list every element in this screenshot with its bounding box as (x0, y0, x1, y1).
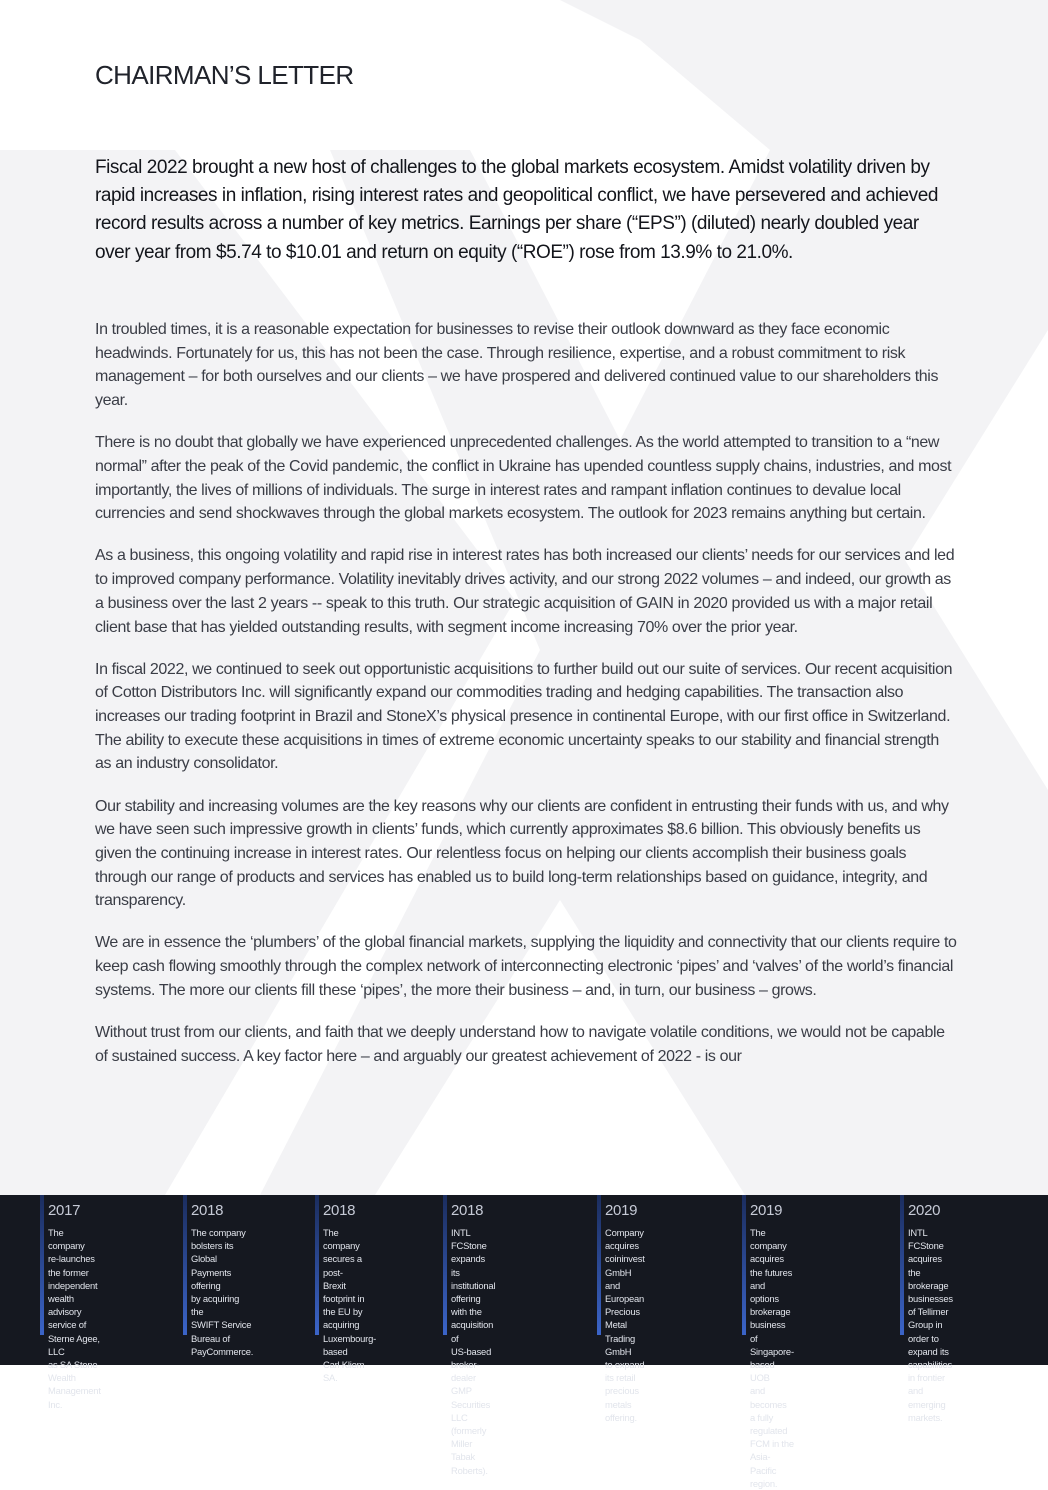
page-title: CHAIRMAN’S LETTER (95, 60, 354, 90)
body-paragraph: Our stability and increasing volumes are the key reasons why our clients are confident in entrusting their funds with us, and why we have seen such impressive growth in clients’ funds, which currently approximates $8.6 billion. This obviously benefits us given the continuing increase in interest rates. Our relentless focus on helping our clients accomplish their business goals through our range of products and services has enabled us to build long-term relationships based on guidance, integrity, and transparency. (95, 797, 949, 910)
timeline-year: 2019 (750, 1202, 783, 1219)
timeline-year: 2018 (323, 1202, 356, 1219)
body-paragraph: There is no doubt that globally we have experienced unprecedented challenges. As the world attempted to transition to a “new normal” after the peak of the Covid pandemic, the conflict in Ukraine has upended countless supply chains, industries, and most importantly, the lives of millions of individuals. The surge in interest rates and rampant inflation continues to devalue local currencies and send shockwaves through the global markets ecosystem. The outlook for 2023 remains anything but certain. (95, 434, 952, 523)
timeline-marker (443, 1195, 447, 1335)
body-paragraph: Without trust from our clients, and faith that we deeply understand how to navigate volatile conditions, we would not be capable of sustained success. A key factor here – and arguably our greatest achievement of 2022 - is our (95, 1023, 945, 1065)
body-paragraph: We are in essence the ‘plumbers’ of the global financial markets, supplying the liquidity and connectivity that our clients require to keep cash flowing smoothly through the complex network of interconnecting electronic ‘pipes’ and ‘valves’ of the world’s financial systems. The more our clients fill these ‘pipes’, the more their business – and, in turn, our business – grows. (95, 934, 957, 999)
timeline-year: 2017 (48, 1202, 81, 1219)
timeline-year: 2018 (191, 1202, 224, 1219)
timeline-marker (40, 1195, 44, 1335)
timeline-marker (315, 1195, 319, 1335)
acquisition-timeline (0, 1195, 1048, 1489)
timeline-marker (183, 1195, 187, 1335)
lead-paragraph: Fiscal 2022 brought a new host of challenges to the global markets ecosystem. Amidst volatility driven by rapid increases in inflation, rising interest rates and geopolitical conflict, we have persevered and achieved record results across a number of key metrics. Earnings per share (“EPS”) (diluted) nearly doubled year over year from $5.74 to $10.01 and return on equity (“ROE”) rose from 13.9% to 21.0%. (95, 157, 938, 263)
body-paragraph: In troubled times, it is a reasonable expectation for businesses to revise their outlook downward as they face economic headwinds. Fortunately for us, this has not been the case. Through resilience, expertise, and a robust commitment to risk management – for both ourselves and our clients – we have prospered and delivered continued value to our shareholders this year. (95, 321, 939, 410)
timeline-year: 2020 (908, 1202, 941, 1219)
timeline-description: Company acquires coininvest GmbH and European Precious Metal Trading GmbH to expand its retail precious metals offering. (605, 1227, 645, 1423)
timeline-description: INTL FCStone acquires the brokerage businesses of Tellimer Group in order to expand its capabilities in frontier and emerging markets. (908, 1227, 953, 1423)
timeline-description: INTL FCStone expands its institutional offering with the acquisition of US-based broker-dealer GMP Securities LLC (formerly Miller Tabak Roberts). (451, 1227, 496, 1476)
timeline-description: The company bolsters its Global Payments offering by acquiring the SWIFT Service Bureau of PayCommerce. (191, 1227, 254, 1357)
timeline-marker (597, 1195, 601, 1335)
timeline-year: 2019 (605, 1202, 638, 1219)
body-paragraph: In fiscal 2022, we continued to seek out opportunistic acquisitions to further build out our suite of services. Our recent acquisition of Cotton Distributors Inc. will significantly expand our commodities trading and hedging capabilities. The transaction also increases our trading footprint in Brazil and StoneX’s physical presence in continental Europe, with our first office in Switzerland. The ability to execute these acquisitions in times of extreme economic uncertainty speaks to our stability and financial strength as an industry consolidator. (95, 660, 953, 773)
timeline-marker (742, 1195, 746, 1335)
body-paragraph: As a business, this ongoing volatility and rapid rise in interest rates has both increased our clients’ needs for our services and led to improved company performance. Volatility inevitably drives activity, and our strong 2022 volumes – and indeed, our growth as a business over the last 2 years -- speak to this truth. Our strategic acquisition of GAIN in 2020 provided us with a major retail client base that has yielded outstanding results, with segment income increasing 70% over the prior year. (95, 547, 955, 636)
timeline-year: 2018 (451, 1202, 484, 1219)
timeline-description: The company re-launches the former independent wealth advisory service of Sterne Agee, LLC as SA Stone Wealth Management Inc. (48, 1227, 101, 1410)
timeline-description: The company acquires the futures and options brokerage business of Singapore-based UOB and becomes a fully regulated FCM in the Asia-Pacific region. (750, 1227, 794, 1489)
letter-body (95, 318, 957, 1087)
timeline-marker (900, 1195, 904, 1335)
timeline-description: The company secures a post- Brexit footprint in the EU by acquiring Luxembourg-based Carl Kliem SA. (323, 1227, 377, 1384)
